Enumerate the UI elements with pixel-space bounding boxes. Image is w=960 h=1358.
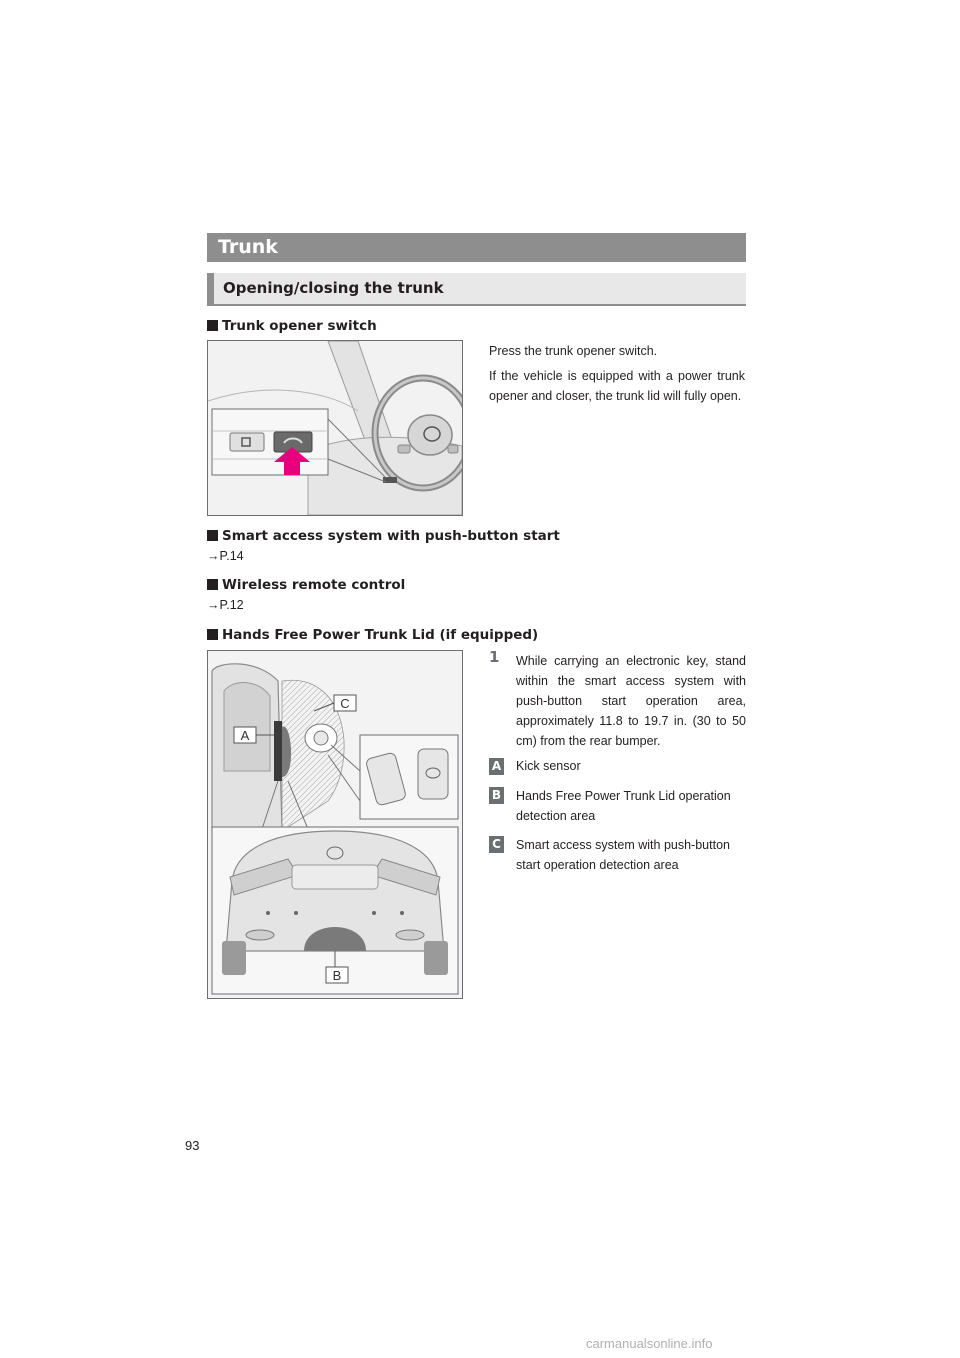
trunk-opener-instruction: Press the trunk opener switch.	[489, 344, 658, 358]
smart-access-page-ref[interactable]: →P.14	[207, 549, 244, 563]
legend-badge-c: C	[489, 836, 504, 853]
legend-badge-a: A	[489, 758, 504, 775]
subsection-header	[207, 273, 746, 306]
hands-free-heading: Hands Free Power Trunk Lid (if equipped)	[207, 627, 538, 643]
legend-text-a: Kick sensor	[516, 759, 581, 773]
page-number: 93	[185, 1138, 200, 1153]
heading-bullet	[207, 530, 218, 541]
subsection-title: Opening/closing the trunk	[223, 279, 444, 297]
legend-badge-b: B	[489, 787, 504, 804]
dashboard-illustration	[208, 341, 462, 515]
trunk-opener-figure	[207, 340, 463, 516]
heading-bullet	[207, 579, 218, 590]
heading-bullet	[207, 320, 218, 331]
heading-bullet	[207, 629, 218, 640]
hands-free-figure	[207, 650, 463, 999]
wireless-remote-page-ref[interactable]: →P.12	[207, 598, 244, 612]
step-instruction: While carrying an electronic key, stand within the smart access system with push-button start operation area, approximately 11.8 to 19.7 in. (30 to 50 cm) from the rear bumper.	[516, 654, 746, 748]
figure-label-a: A	[240, 728, 250, 743]
legend-text-c: Smart access system with push-button start operation detection area	[516, 838, 730, 872]
trunk-opener-note: If the vehicle is equipped with a power trunk opener and closer, the trunk lid will fully open.	[489, 369, 745, 403]
smart-access-heading: Smart access system with push-button start	[207, 528, 560, 544]
legend-text-b: Hands Free Power Trunk Lid operation detection area	[516, 789, 731, 823]
trunk-opener-heading: Trunk opener switch	[207, 318, 377, 334]
figure-label-b: B	[332, 968, 342, 983]
wireless-remote-heading: Wireless remote control	[207, 577, 405, 593]
watermark: carmanualsonline.info	[586, 1336, 713, 1351]
section-title: Trunk	[207, 233, 746, 262]
subsection-accent-bar	[207, 273, 214, 304]
figure-label-c: C	[340, 696, 350, 711]
rear-car-illustration	[208, 651, 462, 998]
step-number: 1	[489, 648, 500, 666]
